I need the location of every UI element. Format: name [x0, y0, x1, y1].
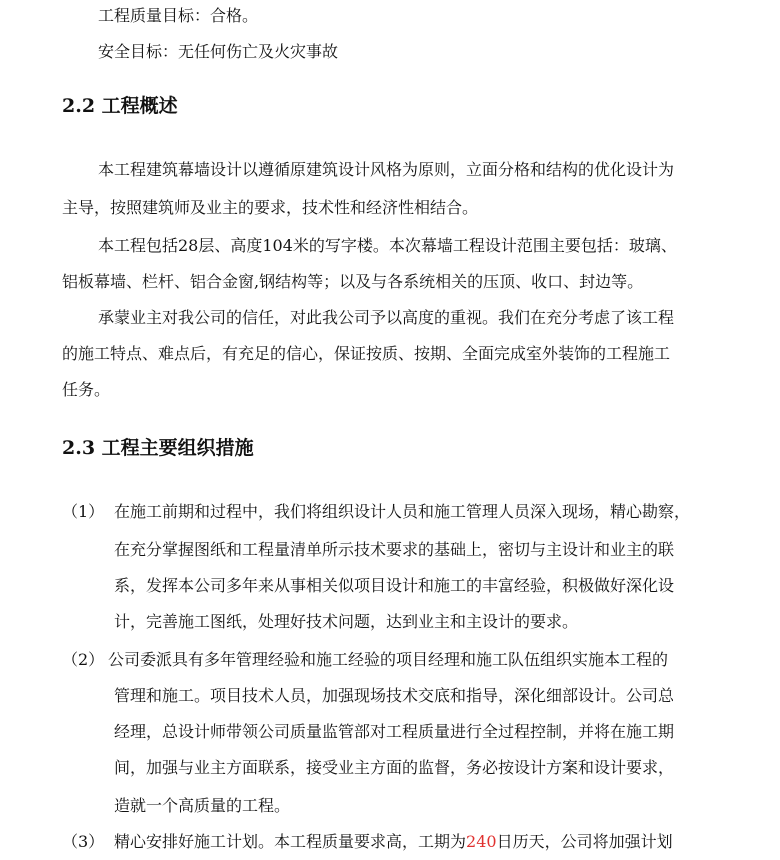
item3-text-post: 日历天，公司将加强计划: [496, 832, 673, 851]
list-item-marker: （1）: [62, 502, 105, 521]
safety-goal: 安全目标：无任何伤亡及火灾事故: [98, 42, 339, 61]
list-item-line: 在施工前期和过程中，我们将组织设计人员和施工管理人员深入现场，精心勘察，: [114, 502, 691, 521]
quality-goal: 工程质量目标：合格。: [98, 6, 259, 25]
paragraph-line: 主导，按照建筑师及业主的要求，技术性和经济性相结合。: [62, 198, 479, 217]
paragraph-line: 承蒙业主对我公司的信任，对此我公司予以高度的重视。我们在充分考虑了该工程: [98, 308, 675, 327]
list-item-line: 计，完善施工图纸，处理好技术问题，达到业主和主设计的要求。: [114, 612, 579, 631]
section-2-2-heading: 2.2 工程概述: [62, 95, 178, 117]
list-item-line: 在充分掌握图纸和工程量清单所示技术要求的基础上，密切与主设计和业主的联: [114, 540, 675, 559]
list-item-line: 经理，总设计师带领公司质量监管部对工程质量进行全过程控制，并将在施工期: [114, 722, 675, 741]
paragraph-line: 任务。: [62, 380, 111, 399]
list-item-line: 管理和施工。项目技术人员，加强现场技术交底和指导，深化细部设计。公司总: [114, 686, 675, 705]
list-item-line: 公司委派具有多年管理经验和施工经验的项目经理和施工队伍组织实施本工程的: [108, 650, 669, 669]
paragraph-line: 铝板幕墙、栏杆、铝合金窗,钢结构等；以及与各系统相关的压顶、收口、封边等。: [62, 272, 644, 291]
paragraph-line: 的施工特点、难点后，有充足的信心，保证按质、按期、全面完成室外装饰的工程施工: [62, 344, 671, 363]
list-item-line: 间，加强与业主方面联系，接受业主方面的监督，务必按设计方案和设计要求，: [114, 758, 675, 777]
list-item-marker: （2）: [62, 650, 105, 669]
list-item-line: 造就一个高质量的工程。: [114, 796, 291, 815]
list-item-line: [114, 832, 673, 852]
duration-days: 240: [466, 832, 497, 851]
list-item-marker: （3）: [62, 832, 105, 851]
item3-text-pre: 精心安排好施工计划。本工程质量要求高，工期为: [114, 832, 467, 851]
paragraph-line: 本工程建筑幕墙设计以遵循原建筑设计风格为原则，立面分格和结构的优化设计为: [98, 160, 675, 179]
section-2-3-heading: 2.3 工程主要组织措施: [62, 437, 254, 459]
list-item-line: 系，发挥本公司多年来从事相关似项目设计和施工的丰富经验，积极做好深化设: [114, 576, 675, 595]
paragraph-line: 本工程包括28层、高度104米的写字楼。本次幕墙工程设计范围主要包括：玻璃、: [98, 236, 677, 255]
